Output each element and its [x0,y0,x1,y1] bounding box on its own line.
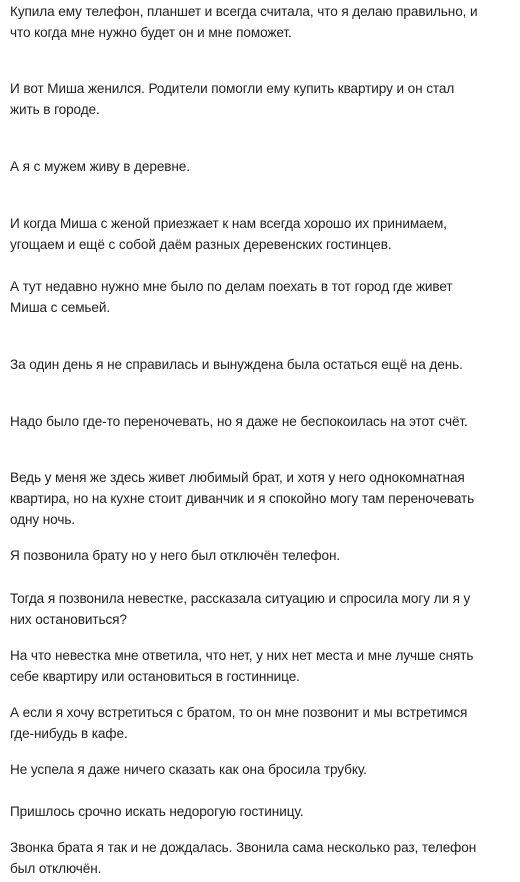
paragraph-line: квартира, но на кухне стоит диванчик и я спокойно могу там переночевать [10,491,475,506]
paragraph [10,78,510,120]
paragraph [10,588,510,630]
paragraph-line: А если я хочу встретиться с братом, то он мне позвонит и мы встретимся [10,705,468,720]
paragraph [10,545,510,566]
paragraph-line: Тогда я позвонила невестке, рассказала ситуацию и спросила могу ли я у [10,591,471,606]
paragraph-line: Купила ему телефон, планшет и всегда считала, что я делаю правильно, и [10,4,478,19]
paragraph [10,354,510,375]
paragraph-line: них остановиться? [10,612,127,627]
paragraph-line: себе квартиру или остановиться в гостиннице. [10,669,300,684]
paragraph-line: И когда Миша с женой приезжает к нам всегда хорошо их принимаем, [10,216,447,231]
paragraph-line: А тут недавно нужно мне было по делам поехать в тот город где живет [10,279,453,294]
paragraph [10,213,510,255]
paragraph [10,837,510,879]
paragraph-line: Ведь у меня же здесь живет любимый брат, и хотя у него однокомнатная [10,470,465,485]
paragraph [10,156,510,177]
paragraph-line: На что невестка мне ответила, что нет, у них нет места и мне лучше снять [10,648,474,663]
paragraph-line: одну ночь. [10,512,75,527]
paragraph-line: что когда мне нужно будет он и мне поможет. [10,25,292,40]
paragraph-line: жить в городе. [10,102,100,117]
paragraph-line: угощаем и ещё с собой даём разных деревенских гостинцев. [10,237,392,252]
paragraph [10,759,510,780]
paragraph [10,1,510,43]
paragraph [10,801,510,822]
paragraph [10,702,510,744]
paragraph [10,276,510,318]
paragraph-line: Надо было где-то переночевать, но я даже не беспокоилась на этот счёт. [10,414,468,429]
paragraph-line: А я с мужем живу в деревне. [10,159,190,174]
paragraph [10,645,510,687]
paragraph-line: И вот Миша женился. Родители помогли ему купить квартиру и он стал [10,81,455,96]
paragraph-line: Звонка брата я так и не дождалась. Звонила сама несколько раз, телефон [10,840,477,855]
paragraph-line: Пришлось срочно искать недорогую гостиницу. [10,804,304,819]
paragraph-line: Я позвонила брату но у него был отключён телефон. [10,548,341,563]
paragraph [10,411,510,432]
paragraph-line: был отключён. [10,861,102,876]
paragraph-line: Не успела я даже ничего сказать как она бросила трубку. [10,762,367,777]
paragraph-line: где-нибудь в кафе. [10,726,128,741]
paragraph-line: За один день я не справилась и вынуждена была остаться ещё на день. [10,357,463,372]
paragraph [10,467,510,530]
paragraph-line: Миша с семьей. [10,300,111,315]
